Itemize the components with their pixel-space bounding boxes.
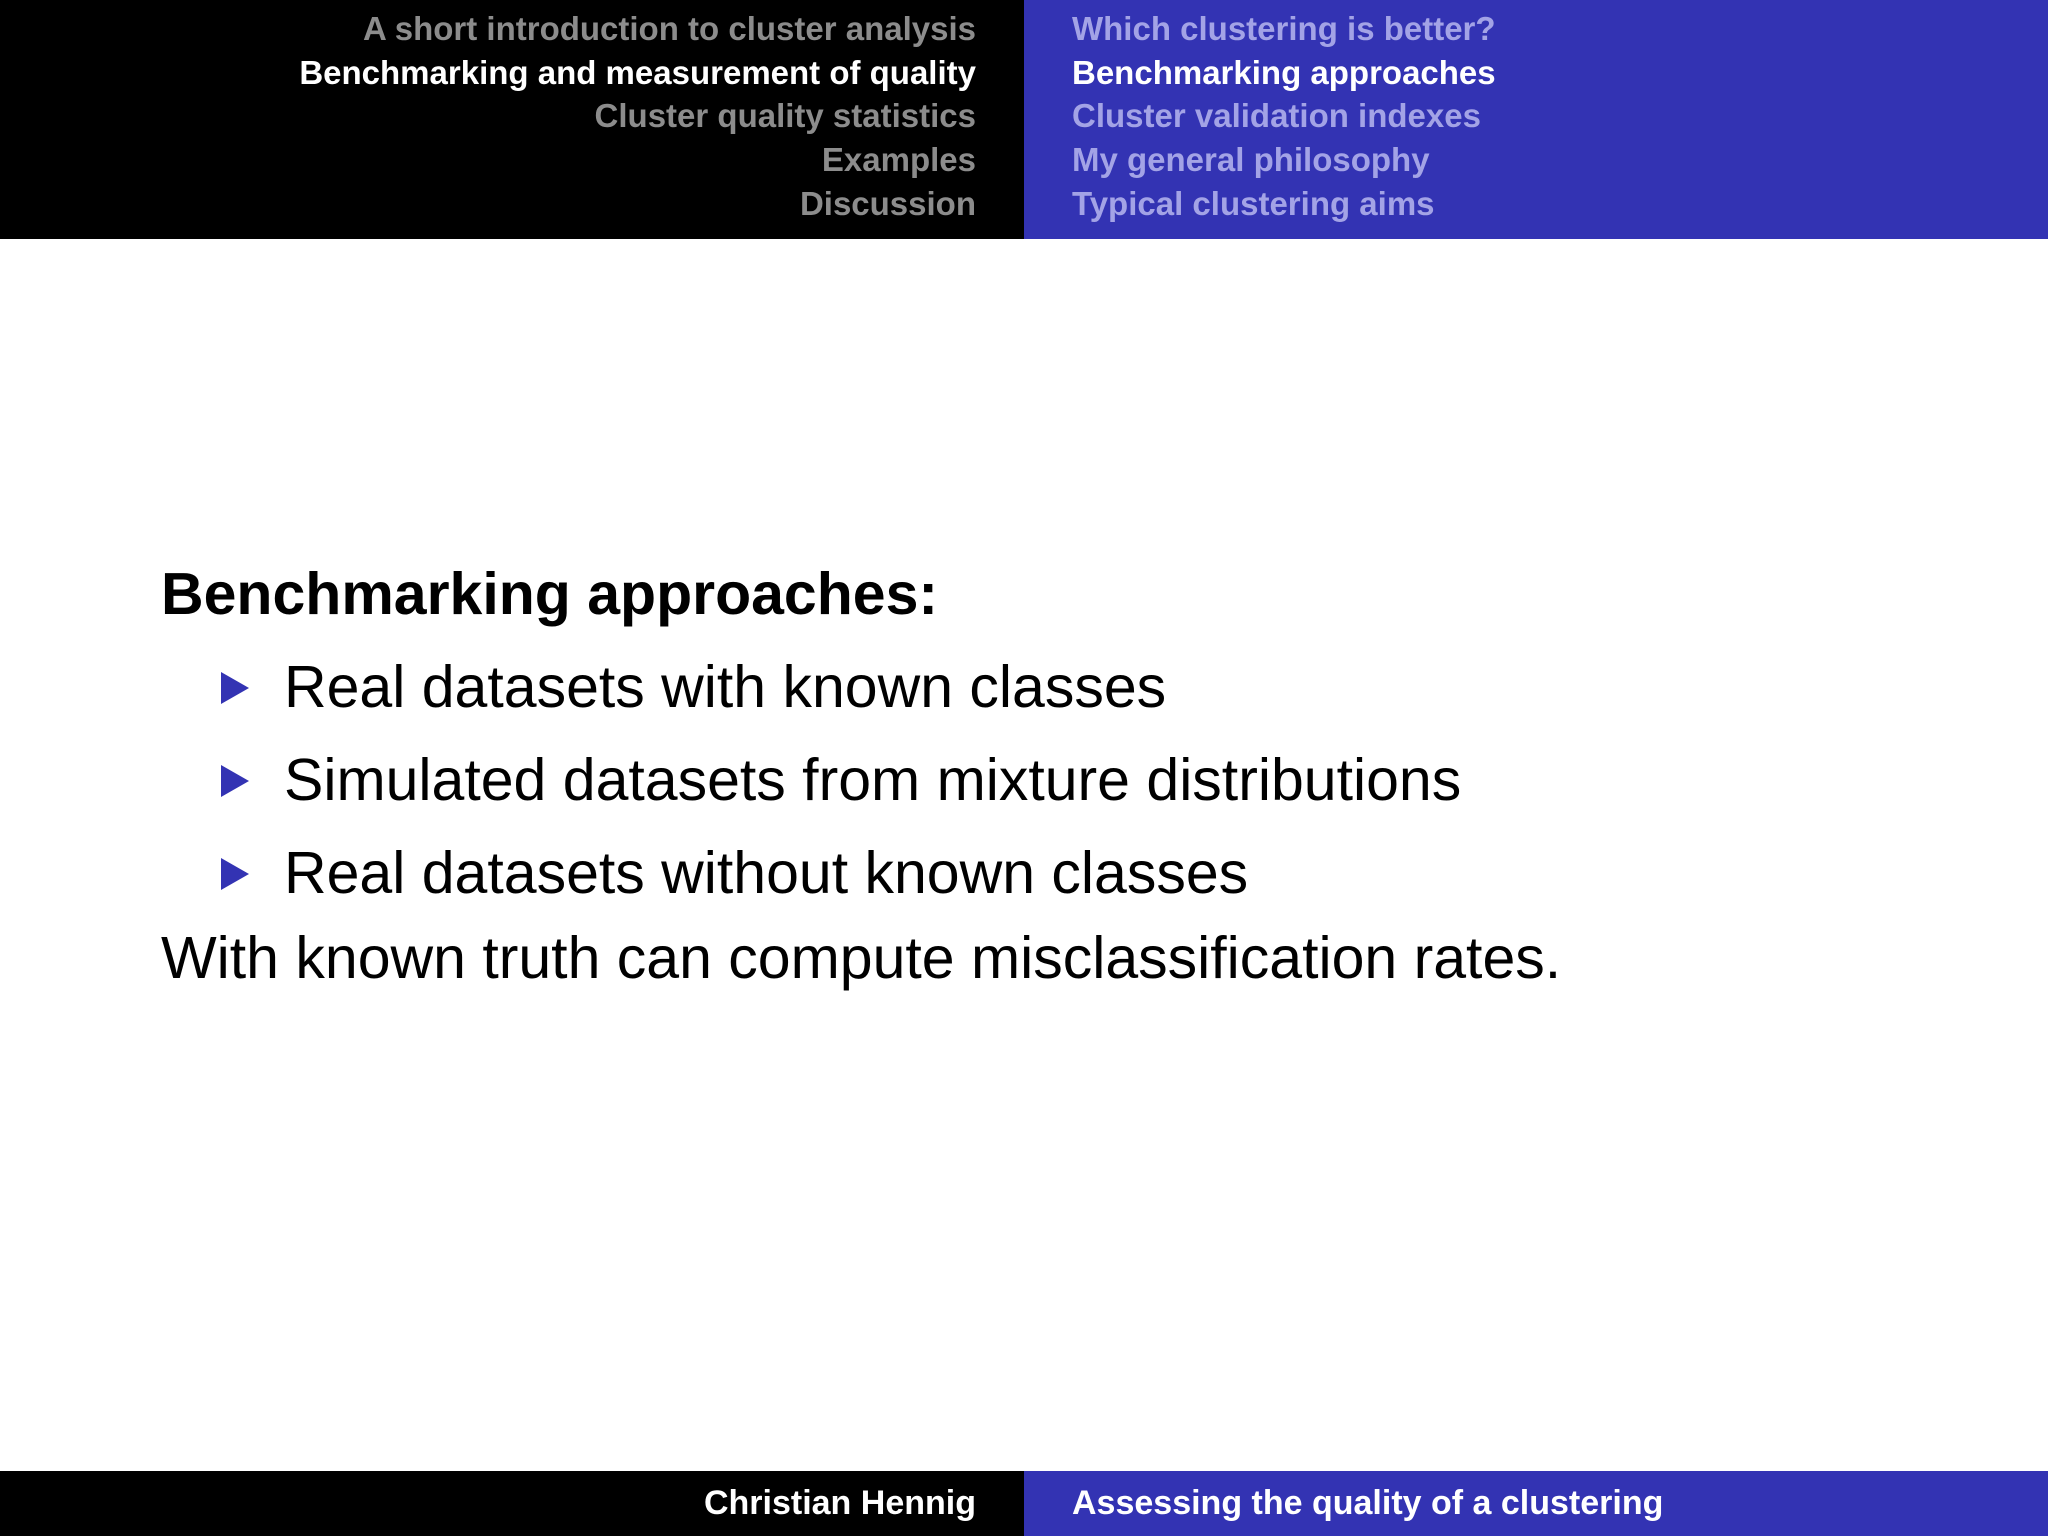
bullet-item: [161, 741, 1961, 834]
footer: [0, 1471, 2048, 1536]
footer-title: Assessing the quality of a clustering: [1072, 1484, 1664, 1522]
subsection-link-philosophy[interactable]: My general philosophy: [1072, 141, 1430, 179]
subsection-nav: [1024, 0, 2048, 239]
bullet-text: Simulated datasets from mixture distributions: [284, 747, 1462, 813]
bullet-item: [161, 834, 1961, 927]
conclusion-text: With known truth can compute misclassification rates.: [161, 925, 1562, 991]
bullet-list: [161, 648, 1961, 927]
section-nav: [0, 0, 1024, 239]
subsection-link-benchmarking-approaches[interactable]: Benchmarking approaches: [1072, 53, 1496, 91]
section-link-intro[interactable]: A short introduction to cluster analysis: [362, 10, 976, 47]
section-link-quality-statistics[interactable]: Cluster quality statistics: [594, 97, 976, 135]
subsection-link-validation-indexes[interactable]: Cluster validation indexes: [1072, 97, 1481, 135]
footer-title-panel: [1024, 1471, 2048, 1536]
navigation-header: [0, 0, 2048, 239]
bullet-text: Real datasets without known classes: [284, 840, 1249, 906]
triangle-bullet-icon: [221, 672, 249, 704]
triangle-bullet-icon: [221, 858, 249, 890]
slide-content: [161, 555, 1961, 997]
section-link-benchmarking[interactable]: Benchmarking and measurement of quality: [299, 53, 976, 91]
triangle-bullet-icon: [221, 765, 249, 797]
footer-author-panel: [0, 1471, 1024, 1536]
subsection-link-which-better[interactable]: Which clustering is better?: [1072, 10, 1496, 47]
bullet-text: Real datasets with known classes: [284, 654, 1167, 720]
section-link-discussion[interactable]: Discussion: [799, 184, 976, 222]
footer-author: Christian Hennig: [703, 1484, 976, 1522]
bullet-item: [161, 648, 1961, 741]
subsection-link-clustering-aims[interactable]: Typical clustering aims: [1072, 184, 1435, 222]
section-link-examples[interactable]: Examples: [821, 141, 976, 179]
slide-heading: Benchmarking approaches:: [161, 561, 939, 627]
